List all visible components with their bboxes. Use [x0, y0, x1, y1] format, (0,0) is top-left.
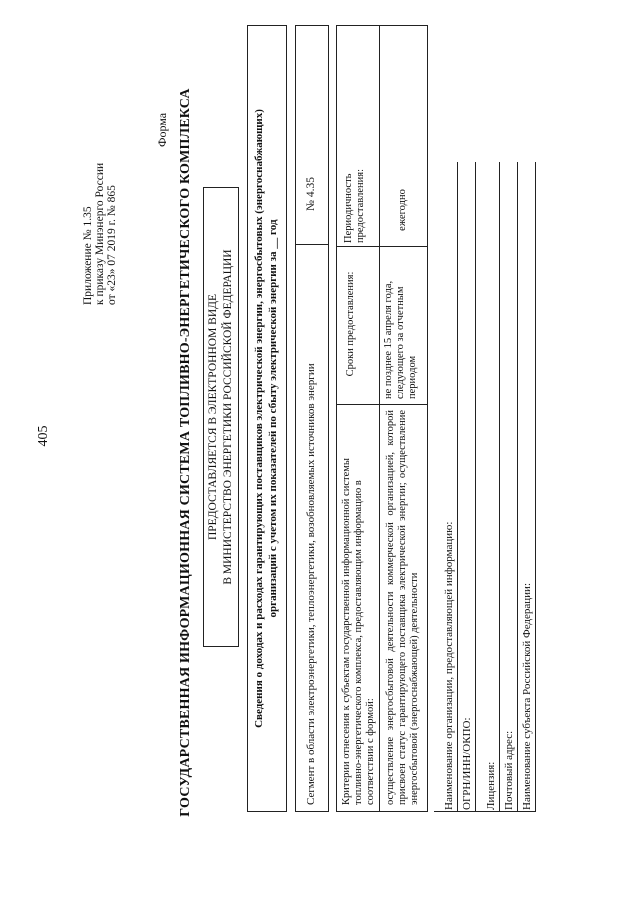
main-title: ГОСУДАРСТВЕННАЯ ИНФОРМАЦИОННАЯ СИСТЕМА ТОПЛИВНО-ЭНЕРГЕТИЧЕСКОГО КОМПЛЕКСА [178, 88, 193, 817]
form-label: Форма [155, 112, 169, 147]
organization-info [434, 162, 536, 812]
report-title-line-1: Сведения о доходах и расходах гарантирующих поставщиков электрической энергии, энергосбытовых (энергоснабжающих) [253, 109, 265, 728]
report-title-box [247, 25, 287, 812]
info-row[interactable]: Лицензия: [476, 162, 500, 812]
segment-divider [296, 244, 328, 245]
appendix-line-2: к приказу Минэнерго России [94, 162, 106, 305]
appendix-line-3: от «23» 07 2019 г. № 865 [106, 185, 118, 305]
submission-box [203, 187, 239, 647]
form-number: № 4.35 [305, 177, 317, 211]
header-criteria: Критерии отнесения к субъектам государственной информационной системы топливно-энергетического комплекса, предоставляющим информацию в соответствии с формой: [341, 458, 376, 805]
periodicity-text: ежегодно [397, 189, 408, 231]
appendix-line-1: Приложение № 1.35 [82, 206, 94, 305]
table-divider [379, 26, 380, 811]
segment-text: Сегмент в области электроэнергетики, теплоэнергетики, возобновляемых источников энергии [305, 363, 317, 805]
criteria-table [336, 25, 428, 812]
segment-box [295, 25, 329, 812]
appendix-reference [82, 45, 118, 305]
report-title-line-2: организаций с учетом их показателей по сбыту электрической энергии за __ год [267, 219, 279, 618]
info-row[interactable]: Почтовый адрес: [500, 162, 518, 812]
header-deadline: Сроки предоставления: [345, 271, 356, 377]
submission-line-2: В МИНИСТЕРСТВО ЭНЕРГЕТИКИ РОССИЙСКОЙ ФЕДЕРАЦИИ [222, 249, 234, 585]
deadline-text: не позднее 15 апреля года, следующего за отчетным периодом [383, 280, 418, 399]
header-periodicity: Периодичность предоставления: [343, 169, 366, 243]
submission-line-1: ПРЕДОСТАВЛЯЕТСЯ В ЭЛЕКТРОННОМ ВИДЕ [207, 293, 219, 541]
table-divider [337, 404, 427, 405]
info-row[interactable]: Наименование субъекта Российской Федерации: [518, 162, 536, 812]
info-left-rule [434, 811, 536, 812]
info-row[interactable]: Наименование организации, предоставляющей информацию: [434, 162, 458, 812]
criteria-text: осуществление энергосбытовой деятельности коммерческой организацией, которой присвоен статус гарантирующего поставщика электрической энергии; осуществление энергосбытовой (энергоснабжающей) деятельности [385, 410, 420, 805]
table-divider [337, 246, 427, 247]
page-number: 405 [36, 425, 51, 447]
info-row[interactable]: ОГРН/ИНН/ОКПО: [458, 162, 476, 812]
